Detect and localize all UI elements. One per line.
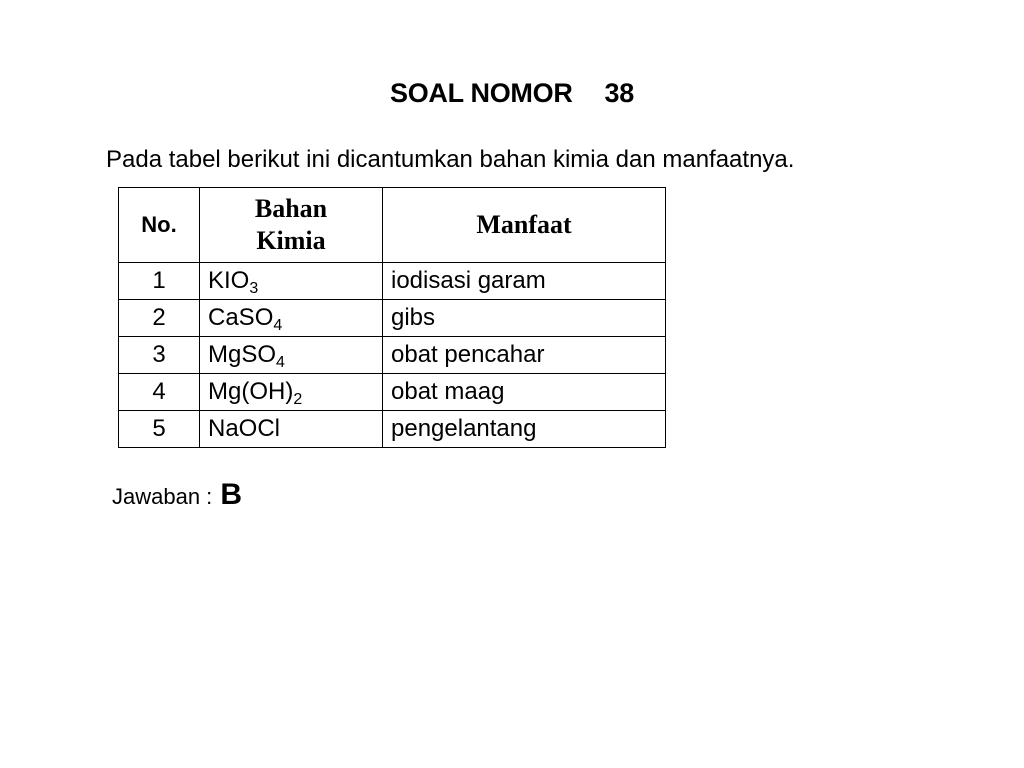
table-row (119, 374, 666, 411)
chemicals-table (118, 187, 666, 448)
table-row (119, 337, 666, 374)
row-manfaat: gibs (383, 300, 666, 337)
header-bahan-line1: Bahan (254, 194, 328, 223)
row-manfaat: pengelantang (383, 411, 666, 448)
row-manfaat: obat maag (383, 374, 666, 411)
formula-subscript: 3 (249, 280, 259, 297)
formula-base: KIO (208, 267, 250, 294)
question-intro: Pada tabel berikut ini dicantumkan bahan kimia dan manfaatnya. (106, 146, 795, 173)
header-bahan-kimia (200, 188, 383, 263)
answer-value: B (220, 478, 243, 511)
formula-base: Mg(OH) (208, 378, 294, 405)
formula-base: CaSO (208, 304, 274, 331)
table-row (119, 411, 666, 448)
header-bahan-line2: Kimia (256, 226, 326, 255)
title-label: SOAL NOMOR (390, 78, 573, 108)
page-title (0, 78, 1024, 109)
table-header-row (119, 188, 666, 263)
answer-label: Jawaban : (112, 484, 213, 509)
formula-base: MgSO (208, 341, 277, 368)
formula-base: NaOCl (208, 415, 281, 442)
row-manfaat: iodisasi garam (383, 263, 666, 300)
row-formula (200, 300, 383, 337)
row-no: 2 (119, 300, 200, 337)
table-body (119, 263, 666, 448)
row-no: 3 (119, 337, 200, 374)
row-formula (200, 411, 383, 448)
row-manfaat: obat pencahar (383, 337, 666, 374)
row-no: 5 (119, 411, 200, 448)
question-number: 38 (604, 78, 634, 108)
formula-subscript: 4 (273, 317, 283, 334)
header-no: No. (119, 188, 200, 263)
row-formula (200, 263, 383, 300)
answer-line (112, 478, 242, 512)
formula-subscript: 4 (276, 354, 285, 371)
row-formula (200, 374, 383, 411)
row-no: 1 (119, 263, 200, 300)
table-row (119, 263, 666, 300)
formula-subscript: 2 (293, 391, 303, 408)
table-row (119, 300, 666, 337)
row-no: 4 (119, 374, 200, 411)
header-manfaat: Manfaat (383, 188, 666, 263)
row-formula (200, 337, 383, 374)
